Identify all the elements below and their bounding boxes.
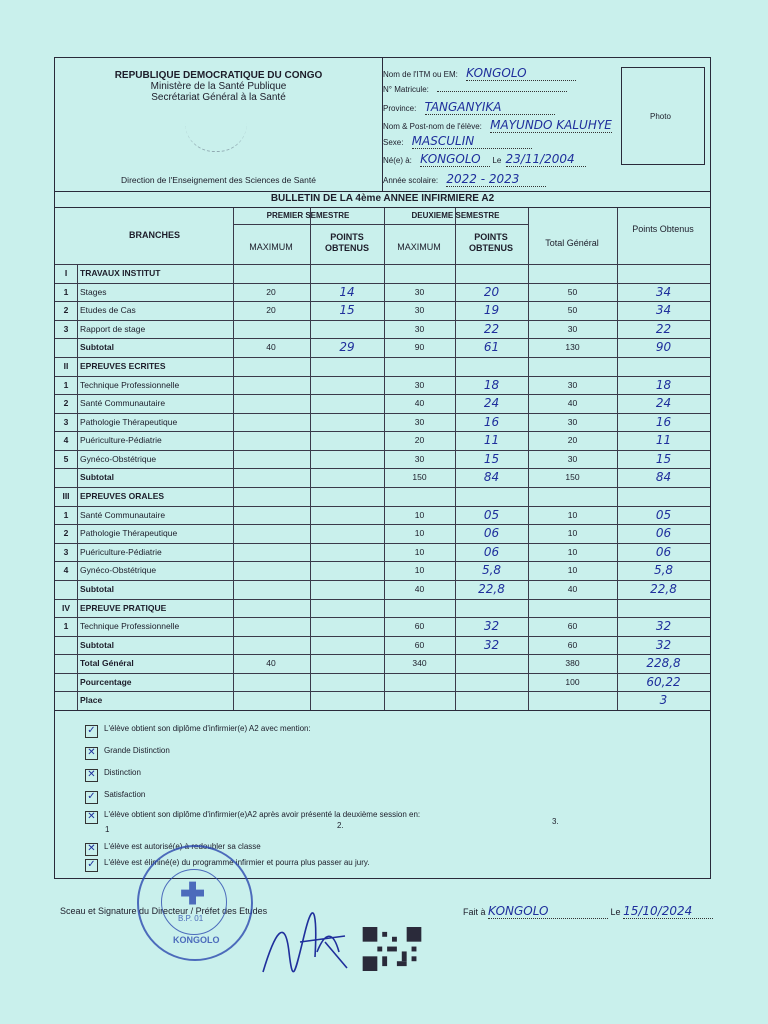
sem2-maximum bbox=[384, 489, 455, 506]
sem2-points: 15 bbox=[483, 451, 500, 466]
row-number bbox=[57, 638, 75, 655]
sem1-points bbox=[310, 452, 384, 469]
date-value: 15/10/2024 bbox=[623, 904, 713, 919]
sex-field bbox=[383, 134, 532, 149]
grades-table bbox=[55, 208, 710, 710]
total-general-value: 20 bbox=[567, 435, 578, 446]
points-obtenus-value: 228,8 bbox=[646, 656, 681, 671]
row-label: TRAVAUX INSTITUT bbox=[80, 268, 161, 278]
sem2-points: 32 bbox=[483, 619, 500, 634]
sem2-points bbox=[455, 489, 528, 506]
sem2-maximum: 90 bbox=[414, 342, 425, 353]
sem1-points bbox=[310, 619, 384, 636]
row-divider bbox=[55, 561, 710, 562]
sem2-maximum: 30 bbox=[414, 453, 425, 464]
sem2-maximum: 150 bbox=[412, 472, 427, 483]
birth-place-label: Né(e) à: bbox=[383, 156, 412, 165]
sem2-points: 84 bbox=[483, 470, 500, 485]
total-general-value: 60 bbox=[567, 639, 578, 650]
sem2-maximum: 30 bbox=[414, 305, 425, 316]
birth-field bbox=[383, 152, 586, 167]
row-divider bbox=[55, 450, 710, 451]
row-label: EPREUVE PRATIQUE bbox=[80, 602, 167, 613]
sem1-maximum: 20 bbox=[266, 286, 276, 297]
signature-label: Sceau et Signature du Directeur / Préfet des Etudes bbox=[60, 906, 268, 916]
sem1-header: PREMIER SEMESTRE bbox=[266, 211, 350, 220]
sem1-maximum bbox=[233, 452, 309, 469]
row-divider bbox=[55, 431, 710, 432]
sem1-points bbox=[310, 396, 384, 413]
points-obtenus-value bbox=[617, 359, 710, 376]
points-obtenus-value bbox=[617, 601, 710, 618]
sem2-points: 18 bbox=[483, 377, 500, 392]
sem1-points bbox=[310, 359, 384, 376]
points-obtenus-value: 60,22 bbox=[646, 674, 681, 689]
header-student-info bbox=[383, 58, 710, 191]
sem2-max-header: MAXIMUM bbox=[397, 242, 441, 252]
province-label: Province: bbox=[383, 104, 417, 113]
sem1-maximum bbox=[233, 582, 309, 599]
row-label: Total Général bbox=[80, 658, 134, 669]
row-divider bbox=[55, 543, 710, 544]
row-label: Technique Professionnelle bbox=[80, 379, 180, 390]
sem2-points: 06 bbox=[483, 526, 500, 541]
row-divider bbox=[55, 487, 710, 488]
total-general-value: 10 bbox=[567, 546, 578, 557]
seal-city: KONGOLO bbox=[173, 935, 220, 945]
birth-date-label: Le bbox=[492, 156, 502, 165]
total-general-value: 40 bbox=[567, 398, 578, 409]
legend-satisfaction bbox=[85, 789, 145, 802]
row-number bbox=[57, 470, 75, 487]
row-label: Gynéco-Obstétrique bbox=[80, 565, 157, 576]
row-number: 4 bbox=[63, 435, 69, 446]
row-number: IV bbox=[61, 602, 71, 613]
sem2-maximum: 60 bbox=[414, 621, 425, 632]
row-number bbox=[57, 656, 75, 673]
sem1-points bbox=[310, 675, 384, 692]
total-general-value: 150 bbox=[565, 472, 580, 483]
legend-elimine-label: L'élève est éliminé(e) du programme infirmier et pourra plus passer au jury. bbox=[104, 858, 370, 867]
photo-box bbox=[621, 67, 705, 165]
signature-scribble bbox=[255, 912, 350, 980]
sem2-maximum bbox=[384, 601, 455, 618]
birth-place-value: KONGOLO bbox=[420, 152, 490, 167]
row-divider bbox=[55, 283, 710, 284]
row-number: 1 bbox=[63, 509, 69, 520]
sem2-maximum: 40 bbox=[414, 398, 425, 409]
row-divider bbox=[55, 673, 710, 674]
total-general-value: 30 bbox=[567, 453, 578, 464]
name-value: MAYUNDO KALUHYE bbox=[490, 118, 612, 132]
total-general-value: 10 bbox=[567, 565, 578, 576]
row-divider bbox=[55, 357, 710, 358]
row-label: Etudes de Cas bbox=[80, 305, 136, 316]
legend-grande-distinction bbox=[85, 745, 170, 758]
row-divider bbox=[55, 599, 710, 600]
sem2-points: 24 bbox=[483, 396, 500, 411]
row-number: 2 bbox=[63, 305, 69, 316]
secretariat-name: Secrétariat Général à la Santé bbox=[151, 92, 286, 103]
row-label: Subtotal bbox=[80, 583, 114, 594]
birth-date-value: 23/11/2004 bbox=[506, 152, 586, 167]
row-label: Puériculture-Pédiatrie bbox=[80, 435, 162, 446]
points-obtenus-value: 22,8 bbox=[650, 581, 677, 596]
made-at-field bbox=[463, 904, 713, 919]
row-number bbox=[57, 340, 75, 357]
points-obtenus-value: 3 bbox=[659, 693, 668, 708]
total-general-value bbox=[528, 693, 617, 710]
row-number: 2 bbox=[63, 398, 69, 409]
sem2-maximum: 30 bbox=[414, 379, 425, 390]
bulletin-title: BULLETIN DE LA 4ème ANNEE INFIRMIERE A2 bbox=[55, 191, 710, 208]
direction-name: Direction de l'Enseignement des Sciences de Santé bbox=[121, 175, 316, 185]
matricule-field bbox=[383, 85, 567, 94]
itm-field bbox=[383, 66, 576, 81]
row-divider bbox=[55, 320, 710, 321]
row-label: Pathologie Thérapeutique bbox=[80, 528, 178, 539]
name-field bbox=[383, 118, 612, 133]
legend-mention bbox=[85, 723, 311, 736]
sem2-maximum: 10 bbox=[414, 509, 425, 520]
sem2-maximum bbox=[384, 693, 455, 710]
total-general-value: 50 bbox=[567, 286, 578, 297]
sem1-points bbox=[310, 489, 384, 506]
sem1-maximum bbox=[233, 526, 309, 543]
sem1-points bbox=[310, 433, 384, 450]
sem1-points-header: POINTS OBTENUS bbox=[324, 232, 369, 253]
points-obtenus-value: 18 bbox=[655, 377, 672, 392]
row-number bbox=[57, 693, 75, 710]
province-field bbox=[383, 100, 555, 115]
row-number: 3 bbox=[63, 546, 69, 557]
sem1-maximum: 40 bbox=[266, 342, 276, 353]
sem2-points: 16 bbox=[483, 414, 500, 429]
sem1-points bbox=[310, 545, 384, 562]
row-divider bbox=[55, 636, 710, 637]
matricule-value bbox=[437, 91, 567, 92]
sem1-maximum bbox=[233, 619, 309, 636]
checkbox-satisfaction: ✓ bbox=[85, 791, 98, 804]
total-general-value bbox=[528, 489, 617, 506]
sem1-points: 15 bbox=[339, 303, 355, 318]
sem1-maximum bbox=[233, 545, 309, 562]
decision-legend bbox=[55, 710, 710, 879]
row-number: 1 bbox=[63, 379, 69, 390]
sem2-maximum: 40 bbox=[414, 583, 425, 594]
matricule-label: N° Matricule: bbox=[383, 85, 429, 94]
qr-code bbox=[362, 927, 422, 971]
checkbox-elimine: ✓ bbox=[85, 859, 98, 872]
sem1-maximum bbox=[233, 322, 309, 339]
sem1-maximum bbox=[233, 601, 309, 618]
made-at-value: KONGOLO bbox=[488, 904, 608, 919]
total-general-value bbox=[528, 266, 617, 283]
row-label: EPREUVES ECRITES bbox=[80, 360, 166, 371]
points-obtenus-value: 05 bbox=[655, 507, 672, 522]
row-number bbox=[57, 675, 75, 692]
row-label: Pathologie Thérapeutique bbox=[80, 416, 178, 427]
year-value: 2022 - 2023 bbox=[446, 172, 546, 187]
row-label: Rapport de stage bbox=[80, 323, 146, 334]
total-general-value: 30 bbox=[567, 379, 578, 390]
row-label: Santé Communautaire bbox=[80, 509, 166, 520]
province-value: TANGANYIKA bbox=[425, 100, 555, 115]
row-label: EPREUVES ORALES bbox=[80, 491, 165, 501]
sem2-points bbox=[455, 693, 528, 710]
sem1-maximum bbox=[233, 563, 309, 580]
made-at-label: Fait à bbox=[463, 907, 486, 917]
row-label: Subtotal bbox=[80, 639, 114, 650]
row-divider bbox=[55, 580, 710, 581]
sem2-points: 11 bbox=[483, 433, 500, 448]
medical-cross-icon: ✚ bbox=[180, 878, 206, 911]
row-divider bbox=[55, 394, 710, 395]
sem2-points: 06 bbox=[483, 544, 500, 559]
sem2-maximum bbox=[384, 359, 455, 376]
sem2-maximum: 60 bbox=[414, 639, 425, 650]
sem1-maximum bbox=[233, 396, 309, 413]
row-number: III bbox=[62, 491, 70, 501]
points-obtenus-value bbox=[617, 266, 710, 283]
seal-bp: B.P. 01 bbox=[178, 914, 204, 923]
sex-value: MASCULIN bbox=[412, 134, 532, 149]
sem2-maximum: 10 bbox=[414, 546, 425, 557]
ministry-name: Ministère de la Santé Publique bbox=[150, 81, 287, 92]
date-label: Le bbox=[610, 907, 621, 917]
row-label: Gynéco-Obstétrique bbox=[80, 453, 157, 464]
row-label: Santé Communautaire bbox=[80, 398, 166, 409]
row-number: 2 bbox=[63, 528, 69, 539]
row-divider bbox=[55, 376, 710, 377]
sem2-points: 22 bbox=[483, 321, 500, 336]
name-label: Nom & Post-nom de l'élève: bbox=[383, 122, 482, 131]
total-general-value: 380 bbox=[565, 658, 580, 669]
photo-label: Photo bbox=[650, 112, 671, 121]
sem1-points bbox=[310, 526, 384, 543]
header bbox=[55, 58, 710, 192]
sem1-maximum bbox=[233, 433, 309, 450]
sem1-points bbox=[310, 470, 384, 487]
sem2-maximum bbox=[384, 266, 455, 283]
faded-emblem bbox=[185, 123, 247, 152]
points-obtenus-value: 84 bbox=[655, 470, 672, 485]
row-divider bbox=[55, 338, 710, 339]
sem2-maximum: 30 bbox=[414, 286, 425, 297]
checkbox-grande-distinction: ✕ bbox=[85, 747, 98, 760]
sem1-points bbox=[310, 656, 384, 673]
sem1-maximum bbox=[233, 359, 309, 376]
sem2-points: 61 bbox=[483, 340, 500, 355]
sem1-maximum bbox=[233, 489, 309, 506]
row-number: 1 bbox=[63, 286, 69, 297]
sem2-points bbox=[455, 601, 528, 618]
total-general-value: 50 bbox=[567, 305, 578, 316]
row-divider bbox=[55, 691, 710, 692]
sem1-points bbox=[310, 415, 384, 432]
sem2-points: 22,8 bbox=[478, 581, 505, 596]
total-general-value: 10 bbox=[567, 509, 578, 520]
points-obtenus-value: 34 bbox=[655, 284, 672, 299]
row-label: Puériculture-Pédiatrie bbox=[80, 546, 162, 557]
points-obtenus-value: 32 bbox=[655, 637, 672, 652]
row-divider bbox=[55, 468, 710, 469]
row-number: 3 bbox=[63, 323, 69, 334]
row-number: 1 bbox=[63, 621, 69, 632]
sem1-maximum bbox=[233, 470, 309, 487]
sem1-points bbox=[310, 693, 384, 710]
sem2-points-header: POINTS OBTENUS bbox=[468, 232, 513, 253]
total-general-value: 60 bbox=[567, 621, 578, 632]
sem2-points: 5,8 bbox=[481, 563, 502, 578]
sem1-points: 29 bbox=[339, 340, 355, 355]
sem2-maximum bbox=[384, 675, 455, 692]
checkbox-redouble: ✕ bbox=[85, 843, 98, 856]
branches-header: BRANCHES bbox=[128, 230, 180, 240]
points-obtenus-value: 5,8 bbox=[653, 563, 674, 578]
sem1-max-header: MAXIMUM bbox=[249, 242, 293, 252]
sem2-maximum: 20 bbox=[414, 435, 425, 446]
sem1-maximum: 20 bbox=[266, 305, 276, 316]
points-obtenus-value: 11 bbox=[655, 433, 672, 448]
legend-redouble-label: L'élève est autorisé(e) à redoubler sa classe bbox=[104, 842, 261, 851]
session-number-1: 1 bbox=[105, 825, 110, 834]
sem2-maximum: 340 bbox=[412, 658, 427, 669]
sem1-points bbox=[310, 638, 384, 655]
total-general-value: 130 bbox=[565, 342, 580, 353]
legend-satisfaction-label: Satisfaction bbox=[104, 790, 146, 799]
legend-distinction bbox=[85, 767, 141, 780]
row-divider bbox=[55, 506, 710, 507]
sem2-points: 19 bbox=[483, 303, 500, 318]
year-label: Année scolaire: bbox=[383, 176, 439, 185]
sem2-points bbox=[455, 675, 528, 692]
row-label: Technique Professionnelle bbox=[80, 621, 180, 632]
sem1-maximum bbox=[233, 675, 309, 692]
points-obtenus-value bbox=[617, 489, 710, 506]
sem1-points bbox=[310, 582, 384, 599]
semester-header-divider bbox=[233, 224, 528, 225]
row-divider bbox=[55, 301, 710, 302]
total-general-value: 40 bbox=[567, 583, 578, 594]
row-number: 3 bbox=[63, 416, 69, 427]
points-obtenus-value: 32 bbox=[655, 619, 672, 634]
bulletin-sheet bbox=[54, 57, 711, 879]
sem2-maximum: 30 bbox=[414, 323, 425, 334]
legend-second-session bbox=[85, 809, 420, 822]
points-obtenus-value: 22 bbox=[655, 321, 672, 336]
sem1-points bbox=[310, 378, 384, 395]
sem2-points: 32 bbox=[483, 637, 500, 652]
row-divider bbox=[55, 654, 710, 655]
points-obtenus-value: 15 bbox=[655, 451, 672, 466]
checkbox-second-session: ✕ bbox=[85, 811, 98, 824]
sem2-points: 20 bbox=[483, 284, 500, 299]
row-label: Place bbox=[80, 695, 103, 706]
points-obtenus-header: Points Obtenus bbox=[632, 224, 694, 234]
country-name: REPUBLIQUE DEMOCRATIQUE DU CONGO bbox=[114, 70, 323, 81]
total-general-header: Total Général bbox=[545, 238, 599, 248]
row-divider bbox=[55, 413, 710, 414]
sem2-maximum: 10 bbox=[414, 565, 425, 576]
sem1-maximum bbox=[233, 508, 309, 525]
legend-grande-distinction-label: Grande Distinction bbox=[104, 746, 170, 755]
row-label: Stages bbox=[80, 286, 107, 297]
points-obtenus-value: 06 bbox=[655, 544, 672, 559]
sem2-points bbox=[455, 266, 528, 283]
sem1-points bbox=[310, 266, 384, 283]
points-obtenus-value: 16 bbox=[655, 414, 672, 429]
year-field bbox=[383, 172, 546, 187]
total-general-value: 100 bbox=[565, 676, 580, 687]
sem1-points bbox=[310, 563, 384, 580]
total-general-value bbox=[528, 359, 617, 376]
row-number: II bbox=[63, 360, 69, 371]
row-number: 4 bbox=[63, 565, 69, 576]
sex-label: Sexe: bbox=[383, 138, 404, 147]
total-general-value: 30 bbox=[567, 416, 578, 427]
sem2-maximum: 30 bbox=[414, 416, 425, 427]
sem1-points bbox=[310, 508, 384, 525]
legend-second-session-label: L'élève obtient son diplôme d'infirmier(e)A2 après avoir présenté la deuxième session en: bbox=[104, 810, 421, 819]
row-label: Subtotal bbox=[80, 472, 114, 483]
total-general-value bbox=[528, 601, 617, 618]
row-number bbox=[57, 582, 75, 599]
sem2-points: 05 bbox=[483, 507, 500, 522]
sem1-maximum bbox=[233, 266, 309, 283]
checkbox-distinction: ✕ bbox=[85, 769, 98, 782]
session-number-3: 3. bbox=[552, 817, 559, 826]
row-number: 5 bbox=[63, 453, 69, 464]
sem1-points bbox=[310, 322, 384, 339]
sem1-maximum bbox=[233, 415, 309, 432]
itm-label: Nom de l'ITM ou EM: bbox=[383, 70, 458, 79]
points-obtenus-value: 24 bbox=[655, 396, 672, 411]
row-divider bbox=[55, 617, 710, 618]
points-obtenus-value: 90 bbox=[655, 340, 672, 355]
session-number-2: 2. bbox=[337, 821, 344, 830]
institution-seal bbox=[137, 845, 253, 961]
legend-distinction-label: Distinction bbox=[104, 768, 141, 777]
total-general-value: 10 bbox=[567, 528, 578, 539]
header-institution bbox=[55, 58, 383, 191]
sem1-maximum bbox=[233, 378, 309, 395]
sem2-header: DEUXIEME SEMESTRE bbox=[411, 211, 500, 220]
row-label: Pourcentage bbox=[80, 676, 132, 687]
points-obtenus-value: 34 bbox=[655, 303, 672, 318]
legend-mention-label: L'élève obtient son diplôme d'infirmier(e) A2 avec mention: bbox=[104, 724, 311, 733]
checkbox-mention: ✓ bbox=[85, 725, 98, 738]
sem1-maximum: 40 bbox=[266, 658, 276, 669]
sem1-points bbox=[310, 601, 384, 618]
points-obtenus-value: 06 bbox=[655, 526, 672, 541]
seal-inner-ring bbox=[161, 869, 227, 935]
row-number: I bbox=[64, 268, 68, 278]
sem1-maximum bbox=[233, 693, 309, 710]
sem1-points: 14 bbox=[339, 284, 355, 299]
sem2-points bbox=[455, 656, 528, 673]
row-divider bbox=[55, 524, 710, 525]
sem2-points bbox=[455, 359, 528, 376]
itm-value: KONGOLO bbox=[466, 66, 576, 81]
row-divider bbox=[55, 264, 710, 265]
row-label: Subtotal bbox=[80, 342, 114, 353]
sem2-maximum: 10 bbox=[414, 528, 425, 539]
sem1-maximum bbox=[233, 638, 309, 655]
total-general-value: 30 bbox=[567, 323, 578, 334]
